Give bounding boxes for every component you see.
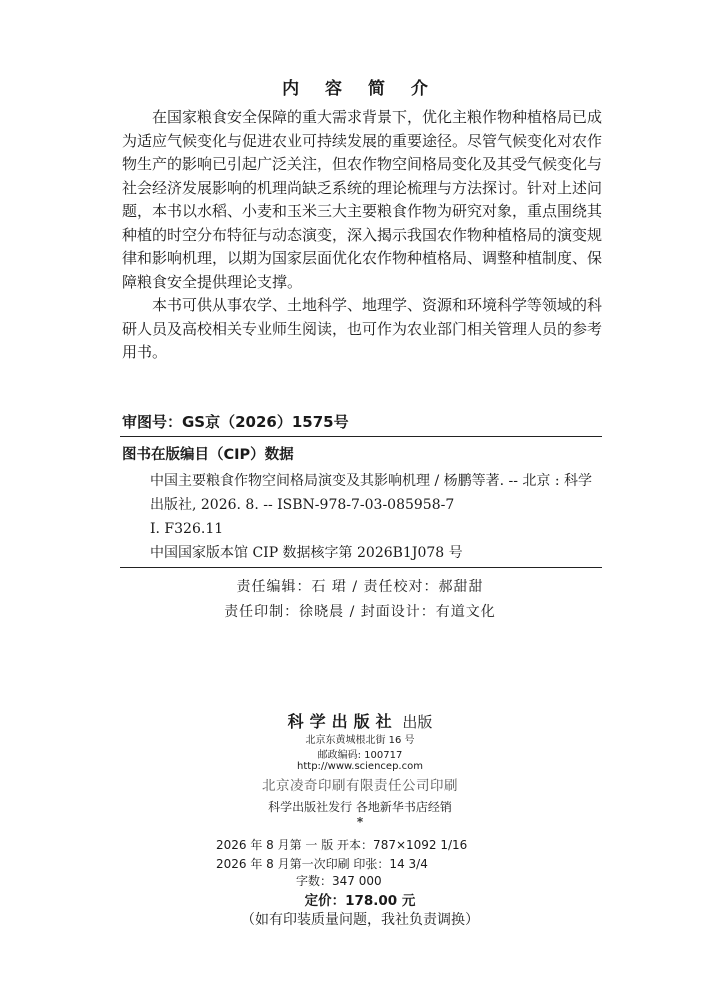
- word-count: 字数：347 000: [296, 874, 382, 888]
- publisher-line: [0, 709, 720, 732]
- staff-editors: 责任编辑：石 珺 / 责任校对：郝甜甜: [236, 579, 484, 595]
- publisher-url: http://www.sciencep.com: [297, 761, 423, 772]
- price: 定价：178.00 元: [304, 893, 416, 909]
- quality-note: （如有印装质量问题，我社负责调换）: [241, 912, 479, 928]
- publisher-suffix: 出版: [402, 713, 433, 731]
- cip-record: [122, 469, 600, 565]
- summary-paragraph-2: 本书可供从事农学、土地科学、地理学、资源和环境科学等领域的科研人员及高校相关专业师生阅读，也可作为农业部门相关管理人员的参考用书。: [122, 296, 603, 361]
- edition-info: 2026 年 8 月第 一 版 开本：787×1092 1/16: [216, 838, 468, 852]
- printing-info: 2026 年 8 月第一次印刷 印张：14 3/4: [216, 857, 428, 871]
- cip-bottom-rule: [120, 567, 602, 568]
- summary-paragraph-1: 在国家粮食安全保障的重大需求背景下，优化主粮作物种植格局已成为适应气候变化与促进农业可持续发展的重要途径。尽管气候变化对农作物生产的影响已引起广泛关注，但农作物空间格局变化及其受气候变化与社会经济发展影响的机理尚缺乏系统的理论梳理与方法探讨。针对上述问题，本书以水稻、小麦和玉米三大主要粮食作物为研究对象，重点围绕其种植的时空分布特征与动态演变，深入揭示我国农作物种植格局的演变规律和影响机理，以期为国家层面优化农作物种植格局、调整种植制度、保障粮食安全提供理论支撑。: [122, 108, 603, 291]
- publisher-address: 北京东黄城根北街 16 号: [305, 735, 415, 746]
- publisher-postcode: 邮政编码: 100717: [317, 750, 403, 761]
- page-title: 内 容 简 介: [282, 79, 438, 99]
- publisher-logo-text: 科学出版社: [287, 712, 398, 731]
- staff-production: 责任印制：徐晓晨 / 封面设计：有道文化: [224, 604, 496, 620]
- cip-verification-number: 中国国家版本馆 CIP 数据核字第 2026B1J078 号: [150, 545, 463, 561]
- cip-classification: Ⅰ. F326.11: [150, 521, 224, 537]
- cip-heading: 图书在版编目（CIP）数据: [122, 447, 294, 463]
- separator-star: *: [356, 815, 364, 829]
- cip-bibliographic-line: 中国主要粮食作物空间格局演变及其影响机理 / 杨鹏等著. -- 北京 : 科学出版社, 2026. 8. -- ISBN-978-7-03-085958-7: [150, 473, 593, 513]
- distribution-info: 科学出版社发行 各地新华书店经销: [268, 800, 452, 814]
- content-summary: [122, 106, 602, 365]
- printer-name: 北京凌奇印刷有限责任公司印刷: [262, 778, 458, 794]
- map-approval-number: 审图号：GS京（2026）1575号: [122, 413, 349, 431]
- cip-top-rule: [120, 436, 602, 437]
